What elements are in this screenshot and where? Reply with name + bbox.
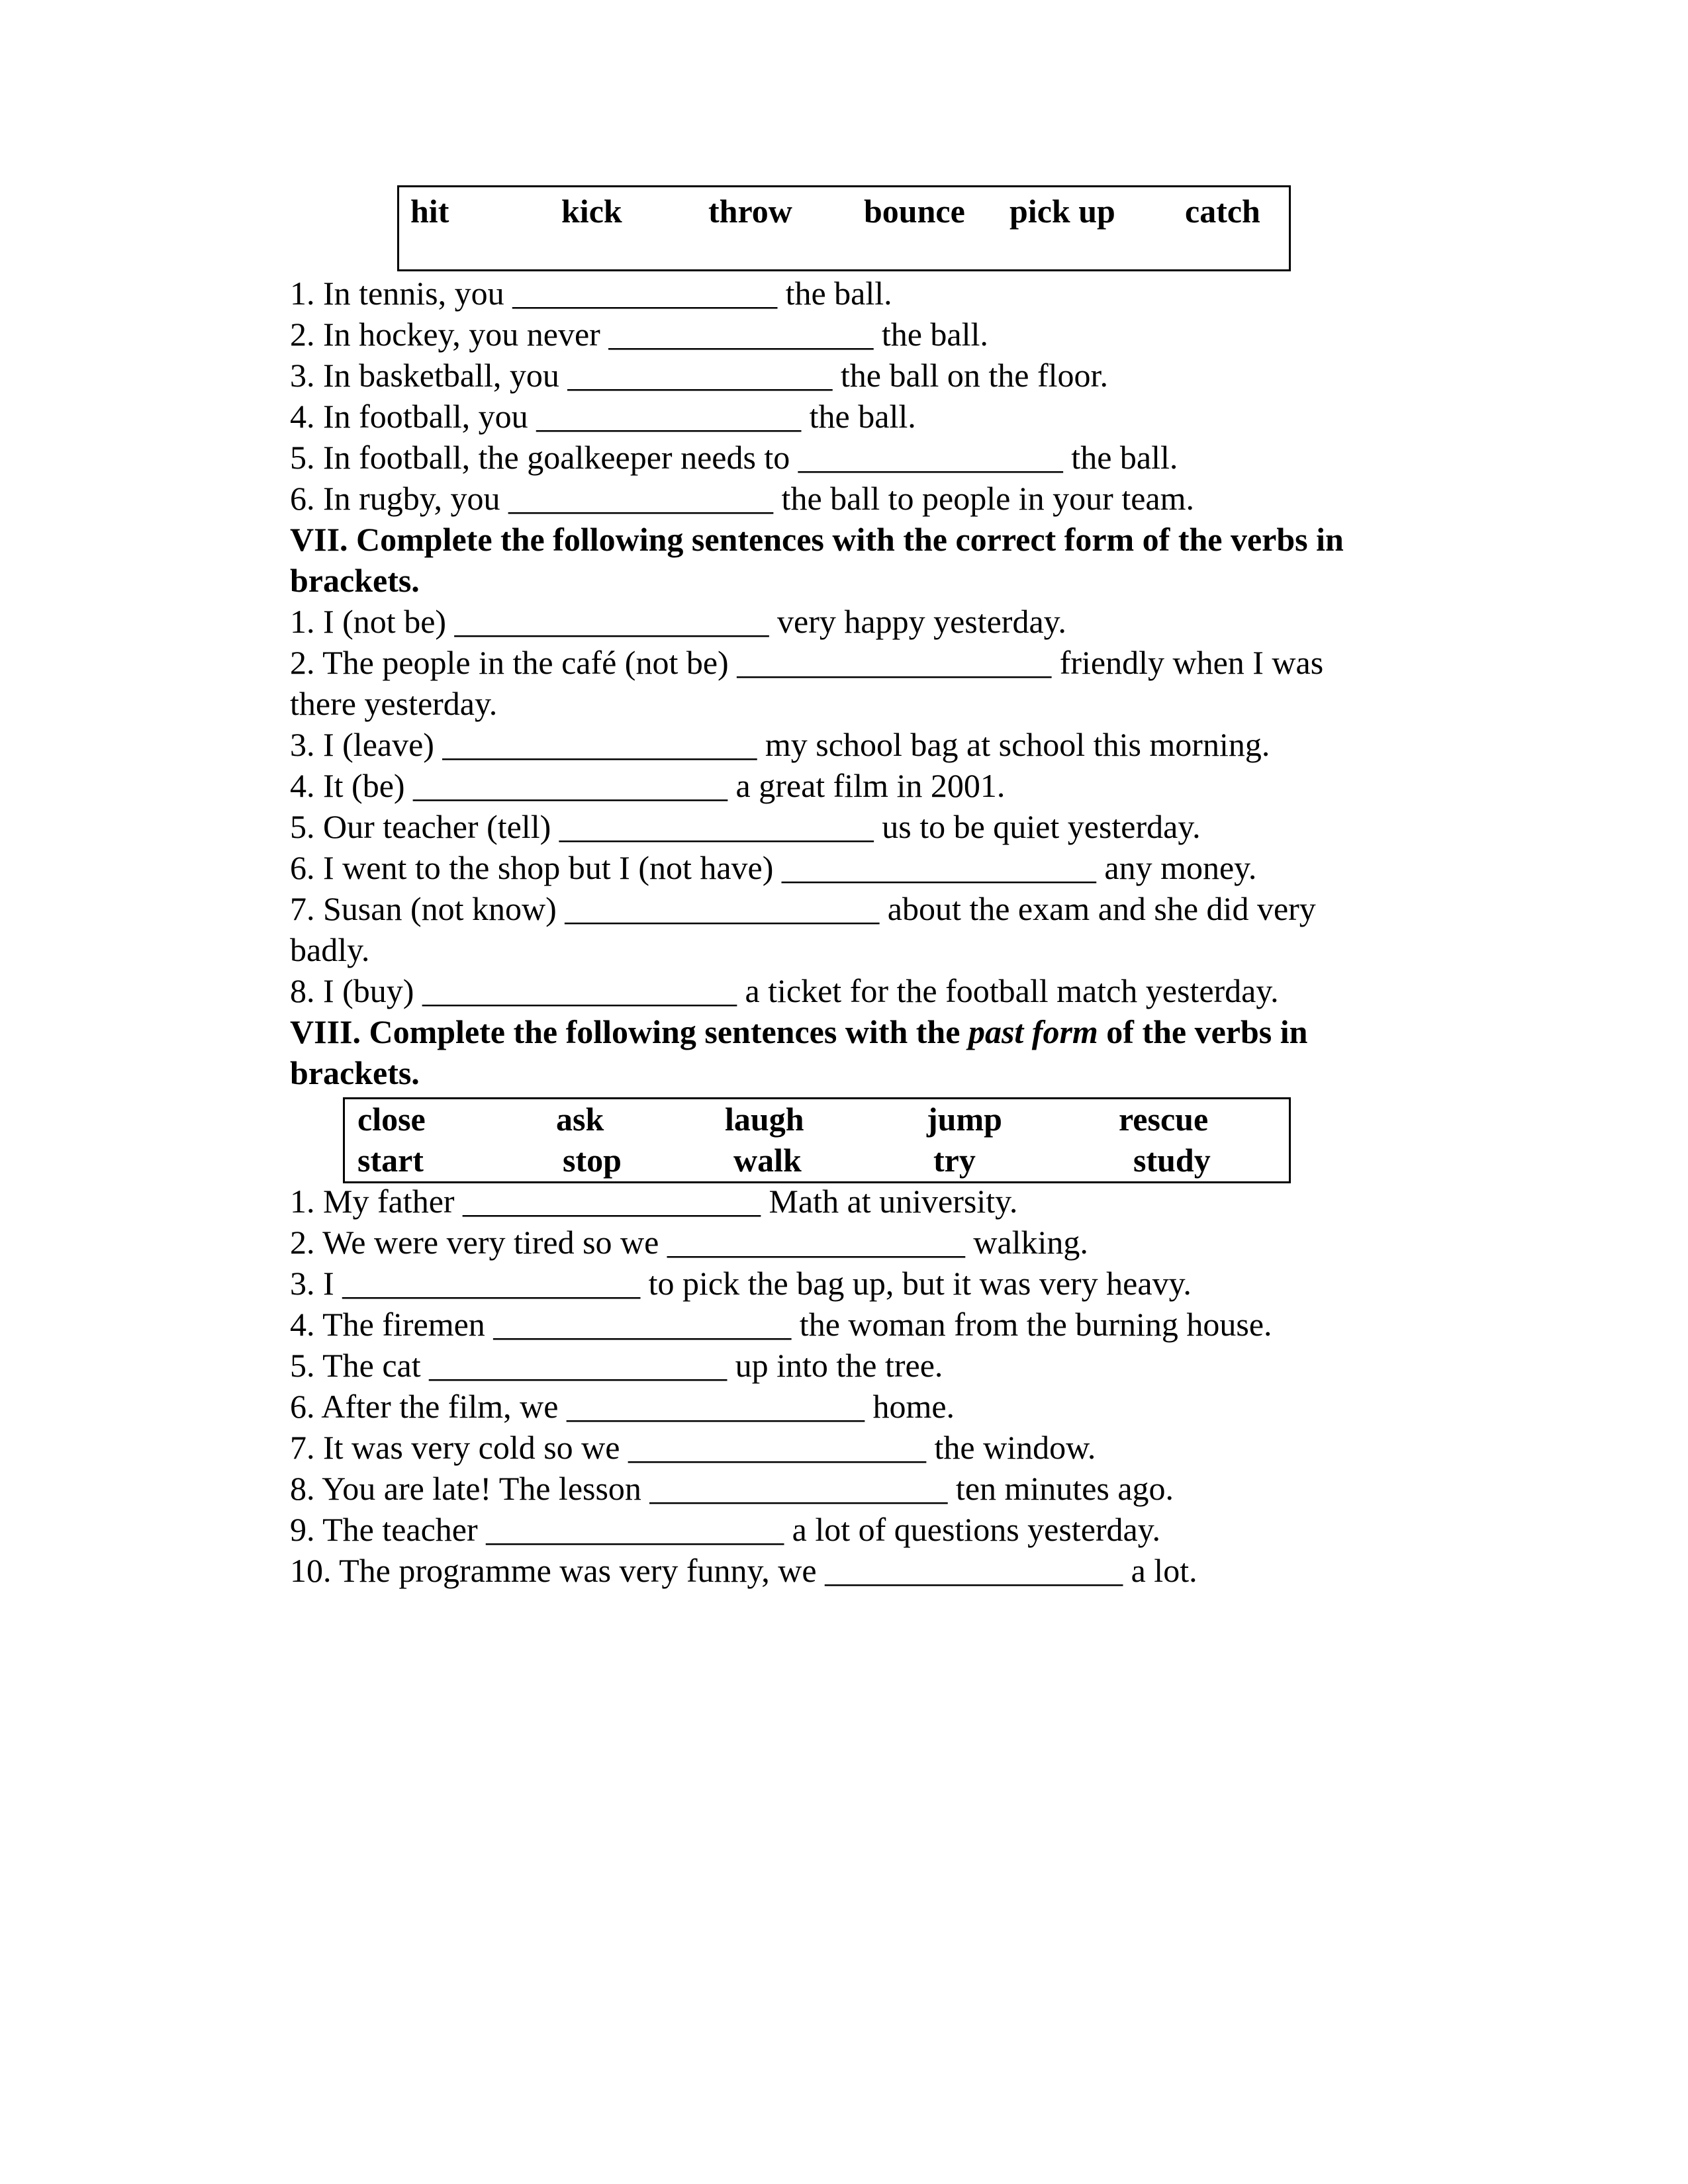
exercise-line: 3. I __________________ to pick the bag up, but it was very heavy. [290,1265,1192,1302]
exercise-line: 6. I went to the shop but I (not have) ___________________ any money. [290,849,1257,886]
exercise-line: 8. You are late! The lesson __________________ ten minutes ago. [290,1470,1174,1507]
exercise-line: 4. In football, you ________________ the ball. [290,398,916,435]
word-box-2-word: walk [733,1142,802,1179]
word-box-2-word: laugh [725,1101,804,1138]
exercise-line: 2. In hockey, you never ________________ the ball. [290,316,988,353]
exercise-line: 7. It was very cold so we __________________ the window. [290,1429,1096,1466]
exercise-line: badly. [290,931,370,968]
word-box-2-word: study [1133,1142,1211,1179]
section-7-heading: VII. Complete the following sentences with the correct form of the verbs in [290,521,1344,558]
word-box-1-word: pick up [1009,193,1115,230]
section-8-heading-italic: past form [968,1013,1098,1050]
exercise-line: 6. In rugby, you ________________ the ball to people in your team. [290,480,1194,517]
exercise-line: there yesterday. [290,685,498,722]
word-box-1-word: catch [1185,193,1260,230]
exercise-line: 3. I (leave) ___________________ my school bag at school this morning. [290,726,1270,763]
exercise-line: 10. The programme was very funny, we __________________ a lot. [290,1552,1197,1589]
exercise-line: 7. Susan (not know) ___________________ about the exam and she did very [290,890,1316,927]
section-7-heading-cont: brackets. [290,562,420,599]
section-8-heading [290,1011,1455,1052]
word-box-2-word: ask [556,1101,604,1138]
word-box-2-word: jump [927,1101,1002,1138]
exercise-line: 2. We were very tired so we __________________ walking. [290,1224,1088,1261]
word-box-2-word: stop [563,1142,622,1179]
exercise-line: 8. I (buy) ___________________ a ticket for the football match yesterday. [290,972,1279,1009]
word-box-2-word: rescue [1119,1101,1209,1138]
exercise-line: 4. It (be) ___________________ a great film in 2001. [290,767,1006,804]
word-box-2-word: start [357,1142,424,1179]
section-8-heading-part-2: of the verbs in [1098,1013,1308,1050]
exercise-line: 4. The firemen __________________ the woman from the burning house. [290,1306,1272,1343]
exercise-line: 5. The cat __________________ up into the tree. [290,1347,943,1384]
word-box-1-word: kick [561,193,622,230]
word-box-1-word: hit [410,193,449,230]
exercise-line: 1. I (not be) ___________________ very happy yesterday. [290,603,1066,640]
exercise-line: 1. In tennis, you ________________ the ball. [290,275,892,312]
word-box-2-word: try [933,1142,976,1179]
word-box-1-word: bounce [864,193,965,230]
exercise-line: 5. Our teacher (tell) ___________________ us to be quiet yesterday. [290,808,1201,845]
exercise-line: 2. The people in the café (not be) ___________________ friendly when I was [290,644,1324,681]
exercise-line: 1. My father __________________ Math at university. [290,1183,1018,1220]
word-box-1 [397,185,1291,271]
word-box-2-word: close [357,1101,426,1138]
word-box-1-word: throw [708,193,792,230]
section-8-heading-part-1: VIII. Complete the following sentences with the [290,1013,968,1050]
section-8-heading-cont: brackets. [290,1054,420,1091]
exercise-line: 9. The teacher __________________ a lot of questions yesterday. [290,1511,1160,1548]
exercise-line: 3. In basketball, you ________________ the ball on the floor. [290,357,1108,394]
exercise-line: 5. In football, the goalkeeper needs to ________________ the ball. [290,439,1178,476]
exercise-line: 6. After the film, we __________________ home. [290,1388,955,1425]
